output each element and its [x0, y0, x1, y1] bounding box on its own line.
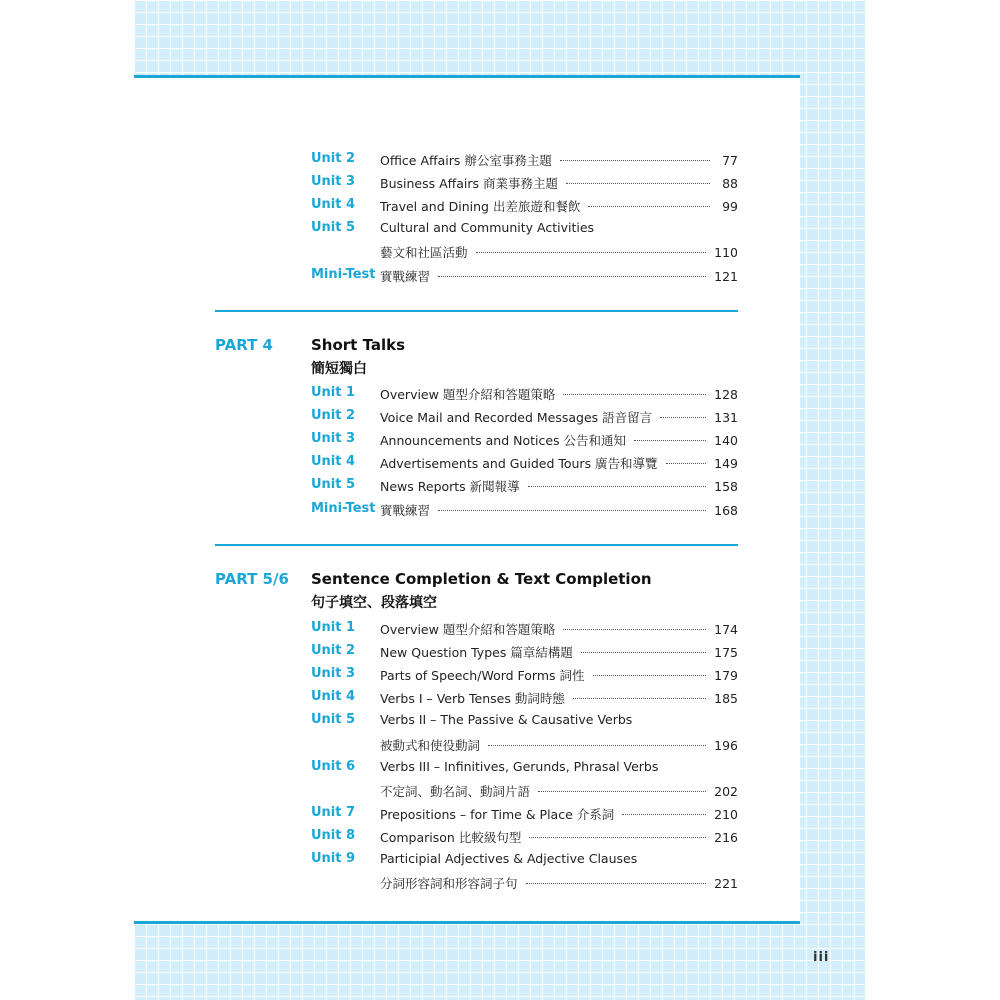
- dot-leader: [476, 252, 707, 253]
- dot-leader: [538, 791, 706, 792]
- entry-title: Participial Adjectives & Adjective Clauses: [380, 851, 638, 866]
- dot-leader: [622, 814, 706, 815]
- page-ref: 140: [714, 433, 738, 449]
- part-subtitle: 句子填空、段落填空: [311, 595, 437, 611]
- entry-line: [380, 805, 738, 823]
- entry-title: Overview 題型介紹和答題策略: [380, 387, 556, 402]
- dot-leader: [526, 883, 707, 884]
- page-ref: 99: [722, 199, 738, 215]
- dot-leader: [438, 276, 706, 277]
- toc-entry: [215, 149, 738, 171]
- toc-entry: [215, 499, 738, 521]
- part-label: PART 4: [215, 336, 273, 354]
- page-ref: 88: [722, 176, 738, 192]
- unit-label: Unit 2: [311, 643, 356, 659]
- page-ref: 196: [714, 737, 738, 753]
- unit-label: Unit 9: [311, 851, 356, 866]
- entry-line: [380, 174, 738, 192]
- entry-line: [380, 454, 738, 472]
- unit-label: Unit 2: [311, 408, 356, 424]
- toc-entry: [215, 429, 738, 451]
- toc-entry: [215, 803, 738, 825]
- unit-label: Unit 5: [311, 477, 356, 493]
- section-divider: [215, 310, 738, 312]
- dot-leader: [528, 486, 706, 487]
- entry-title: Cultural and Community Activities: [380, 220, 595, 236]
- dot-leader: [588, 206, 710, 207]
- page-ref: 175: [714, 645, 738, 661]
- unit-label: Unit 3: [311, 666, 356, 682]
- page-ref: 185: [714, 691, 738, 707]
- dot-leader: [573, 698, 706, 699]
- entry-title: 藝文和社區活動: [380, 245, 468, 261]
- unit-label: Unit 1: [311, 620, 356, 635]
- toc-entry: [215, 687, 738, 709]
- unit-label: Unit 5: [311, 712, 356, 728]
- entry-title: Advertisements and Guided Tours 廣告和導覽: [380, 456, 658, 472]
- entry-line: [380, 666, 738, 684]
- entry-title: Voice Mail and Recorded Messages 語音留言: [380, 410, 653, 426]
- entry-title: Announcements and Notices 公告和通知: [380, 433, 627, 449]
- page-ref: 210: [714, 806, 738, 822]
- toc-entry: [215, 872, 738, 894]
- page-ref: 168: [714, 502, 738, 518]
- entry-title: 被動式和使役動詞: [380, 737, 481, 753]
- unit-label: Unit 5: [311, 220, 356, 236]
- entry-line: [380, 874, 738, 892]
- entry-line: [380, 828, 738, 846]
- toc-entry: [215, 780, 738, 802]
- page-ref: 202: [714, 783, 738, 799]
- entry-title: Overview 題型介紹和答題策略: [380, 622, 556, 637]
- page-ref: 174: [714, 622, 738, 637]
- entry-title: Office Affairs 辦公室事務主題: [380, 153, 552, 168]
- entry-title: Prepositions – for Time & Place 介系詞: [380, 806, 615, 822]
- page-number: iii: [813, 950, 830, 965]
- dot-leader: [581, 652, 706, 653]
- toc-entry: [215, 383, 738, 405]
- entry-title: Verbs III – Infinitives, Gerunds, Phrasal Verbs: [380, 758, 659, 774]
- entry-line: [380, 385, 738, 403]
- toc-entry: [215, 710, 738, 732]
- entry-line: [380, 431, 738, 449]
- dot-leader: [660, 417, 706, 418]
- entry-title: Comparison 比較級句型: [380, 829, 522, 845]
- unit-label: Unit 3: [311, 431, 356, 447]
- toc-entry: [215, 195, 738, 217]
- toc-entry: [215, 475, 738, 497]
- toc-entry: [215, 849, 738, 871]
- unit-label: Unit 2: [311, 151, 356, 166]
- unit-label: Mini-Test: [311, 266, 376, 282]
- unit-label: Unit 4: [311, 454, 356, 470]
- entry-line: [380, 267, 738, 285]
- entry-line: [380, 643, 738, 661]
- entry-line: [380, 620, 738, 638]
- entry-line: [380, 151, 738, 169]
- dot-leader: [566, 183, 710, 184]
- entry-title: Parts of Speech/Word Forms 詞性: [380, 668, 585, 684]
- entry-title: Verbs II – The Passive & Causative Verbs: [380, 712, 633, 728]
- toc-entry: [215, 172, 738, 194]
- toc-entry: [215, 664, 738, 686]
- unit-label: Unit 7: [311, 804, 356, 820]
- unit-label: Mini-Test: [311, 500, 376, 516]
- entry-title: New Question Types 篇章結構題: [380, 645, 573, 661]
- entry-title: 不定詞、動名詞、動詞片語: [380, 783, 531, 799]
- entry-line: [380, 408, 738, 426]
- dot-leader: [634, 440, 706, 441]
- unit-label: Unit 4: [311, 689, 356, 705]
- unit-label: Unit 8: [311, 827, 356, 843]
- part-title: Short Talks: [311, 336, 406, 354]
- toc-entry: [215, 826, 738, 848]
- entry-line: [380, 477, 738, 495]
- toc-entry: [215, 218, 738, 240]
- page-ref: 179: [714, 668, 738, 684]
- entry-line: [380, 689, 738, 707]
- toc-entry: [215, 757, 738, 779]
- toc-entry: [215, 265, 738, 287]
- unit-label: Unit 3: [311, 174, 356, 190]
- toc-entry: [215, 641, 738, 663]
- entry-line: [380, 220, 738, 235]
- entry-title: 分詞形容詞和形容詞子句: [380, 876, 518, 892]
- unit-label: Unit 6: [311, 758, 356, 774]
- part-label: PART 5/6: [215, 570, 289, 588]
- dot-leader: [488, 745, 706, 746]
- unit-label: Unit 1: [311, 385, 356, 400]
- dot-leader: [593, 675, 707, 676]
- dot-leader: [438, 510, 706, 511]
- entry-line: [380, 501, 738, 519]
- entry-title: 實戰練習: [380, 502, 431, 518]
- section-divider: [215, 544, 738, 546]
- dot-leader: [529, 837, 706, 838]
- page-ref: 149: [714, 456, 738, 472]
- page-ref: 158: [714, 479, 738, 495]
- unit-label: Unit 4: [311, 197, 356, 213]
- page-ref: 216: [714, 829, 738, 845]
- page-ref: 77: [722, 153, 738, 168]
- entry-title: News Reports 新聞報導: [380, 479, 520, 495]
- toc-entry: [215, 452, 738, 474]
- dot-leader: [666, 463, 707, 464]
- toc-entry: [215, 734, 738, 756]
- entry-line: [380, 712, 738, 727]
- entry-line: [380, 782, 738, 800]
- entry-title: Travel and Dining 出差旅遊和餐飲: [380, 199, 581, 215]
- toc-entry: [215, 406, 738, 428]
- dot-leader: [560, 160, 710, 161]
- toc-entry: [215, 618, 738, 640]
- dot-leader: [563, 394, 706, 395]
- part-subtitle: 簡短獨白: [311, 361, 367, 377]
- dot-leader: [563, 629, 706, 630]
- entry-line: [380, 197, 738, 215]
- page-ref: 121: [714, 268, 738, 284]
- entry-title: Verbs I – Verb Tenses 動詞時態: [380, 691, 565, 707]
- entry-title: Business Affairs 商業事務主題: [380, 176, 559, 192]
- page-ref: 221: [714, 876, 738, 892]
- entry-line: [380, 243, 738, 261]
- entry-title: 實戰練習: [380, 268, 431, 284]
- entry-line: [380, 736, 738, 754]
- entry-line: [380, 759, 738, 774]
- part-title: Sentence Completion & Text Completion: [311, 570, 652, 588]
- page-ref: 128: [714, 387, 738, 402]
- page-ref: 131: [714, 410, 738, 426]
- entry-line: [380, 851, 738, 866]
- toc-entry: [215, 241, 738, 263]
- page-ref: 110: [714, 245, 738, 261]
